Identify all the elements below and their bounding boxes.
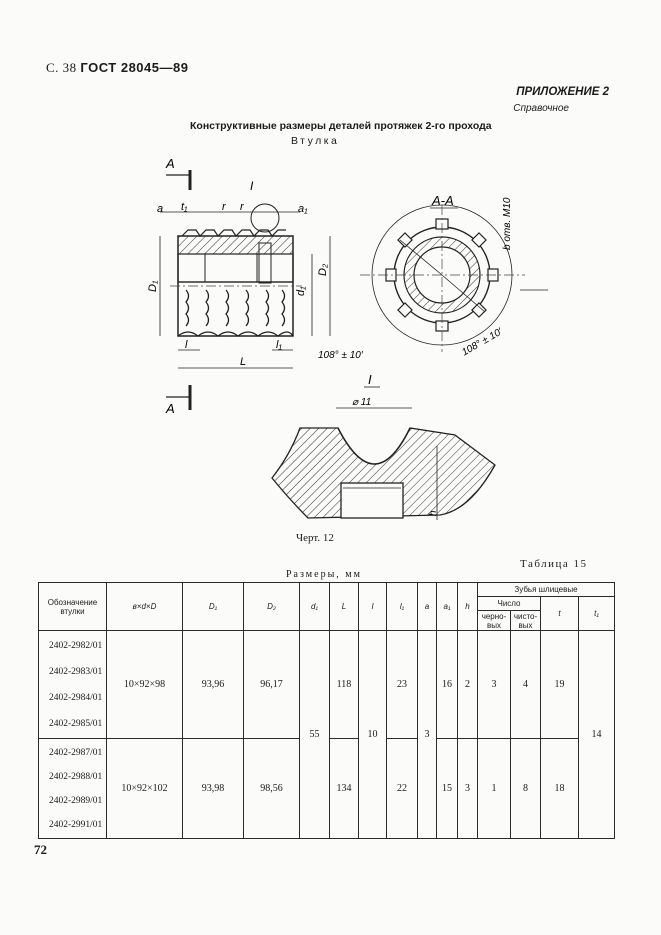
col-group-teeth: Зубья шлицевые xyxy=(478,583,615,597)
t1-cell: 14 xyxy=(579,631,615,839)
section-view-a-a xyxy=(318,193,548,361)
d2-upper-cell: 98,56 xyxy=(244,739,300,839)
svg-text:h: h xyxy=(428,510,439,516)
svg-text:r: r xyxy=(222,201,226,213)
col-a1: a₁ xyxy=(437,583,458,631)
svg-text:l₁: l₁ xyxy=(276,339,282,351)
length-cell: 118 xyxy=(330,631,359,739)
rough-cell: 3 xyxy=(478,631,511,739)
svg-text:A: A xyxy=(166,401,175,416)
appendix-subtitle: Справочное xyxy=(513,103,569,114)
a1-cell: 15 xyxy=(437,739,458,839)
designation-cell: 2402-2987/01 2402-2988/01 2402-2989/01 2402-2991/01 xyxy=(39,739,107,839)
l1-cell: 23 xyxy=(387,631,418,739)
svg-text:I: I xyxy=(250,179,254,193)
svg-text:a: a xyxy=(157,203,164,215)
svg-text:I: I xyxy=(368,372,372,387)
svg-text:D₁: D₁ xyxy=(147,280,159,292)
detail-view-i xyxy=(272,372,495,520)
svg-text:108° ± 10′: 108° ± 10′ xyxy=(318,350,363,361)
part-name: Втулка xyxy=(291,135,340,147)
col-finish: чисто-вых xyxy=(511,611,541,631)
svg-text:t₁: t₁ xyxy=(181,201,188,213)
svg-text:r: r xyxy=(240,201,244,213)
dimensions-table xyxy=(38,582,615,839)
l-cell: 10 xyxy=(359,631,387,839)
l1-cell: 22 xyxy=(387,739,418,839)
table-units-title: Размеры, мм xyxy=(286,569,362,580)
bushing-side-view xyxy=(147,179,330,368)
col-designation: Обозначение втулки xyxy=(39,583,107,631)
svg-text:d₁: d₁ xyxy=(295,286,307,296)
col-size: в×d×D xyxy=(107,583,183,631)
section-arrow-top xyxy=(165,156,190,190)
col-t1: t₁ xyxy=(579,597,615,631)
col-h: h xyxy=(458,583,478,631)
d1-upper-cell: 93,96 xyxy=(183,631,244,739)
t-cell: 18 xyxy=(541,739,579,839)
col-group-count: Число xyxy=(478,597,541,611)
rough-cell: 1 xyxy=(478,739,511,839)
svg-text:108° ± 10′: 108° ± 10′ xyxy=(460,326,505,359)
appendix-title: ПРИЛОЖЕНИЕ 2 xyxy=(516,86,609,98)
col-rough: черно-вых xyxy=(478,611,511,631)
d1-upper-cell: 93,98 xyxy=(183,739,244,839)
size-cell: 10×92×102 xyxy=(107,739,183,839)
designation-cell: 2402-2982/01 2402-2983/01 2402-2984/01 2402-2985/01 xyxy=(39,631,107,739)
col-d1: d₁ xyxy=(300,583,330,631)
t-cell: 19 xyxy=(541,631,579,739)
finish-cell: 4 xyxy=(511,631,541,739)
col-d2-upper: D₂ xyxy=(244,583,300,631)
svg-text:D₂: D₂ xyxy=(317,263,329,276)
section-arrow-bottom xyxy=(165,385,190,416)
finish-cell: 8 xyxy=(511,739,541,839)
h-cell: 3 xyxy=(458,739,478,839)
svg-text:A-A: A-A xyxy=(432,193,454,208)
table-number: Таблица 15 xyxy=(520,558,588,570)
svg-text:⌀ 11: ⌀ 11 xyxy=(352,397,372,408)
page-number: 72 xyxy=(34,842,47,857)
h-cell: 2 xyxy=(458,631,478,739)
a-cell: 3 xyxy=(418,631,437,839)
figure-caption: Черт. 12 xyxy=(296,532,334,544)
svg-text:l: l xyxy=(185,339,188,351)
table-row xyxy=(39,631,615,739)
standard-number: ГОСТ 28045—89 xyxy=(80,60,189,75)
svg-text:A: A xyxy=(166,156,175,171)
col-l1: l₁ xyxy=(387,583,418,631)
col-l: l xyxy=(359,583,387,631)
col-a: a xyxy=(418,583,437,631)
length-cell: 134 xyxy=(330,739,359,839)
col-d1-upper: D₁ xyxy=(183,583,244,631)
svg-text:L: L xyxy=(240,356,247,368)
svg-text:b отв. M10: b отв. M10 xyxy=(502,197,513,250)
d2-upper-cell: 96,17 xyxy=(244,631,300,739)
col-length: L xyxy=(330,583,359,631)
d1-cell: 55 xyxy=(300,631,330,839)
document-title: Конструктивные размеры деталей протяжек 2-го прохода xyxy=(190,120,492,132)
page-label: С. 38 xyxy=(46,60,77,75)
size-cell: 10×92×98 xyxy=(107,631,183,739)
svg-text:a₁: a₁ xyxy=(298,203,308,215)
col-t: t xyxy=(541,597,579,631)
a1-cell: 16 xyxy=(437,631,458,739)
